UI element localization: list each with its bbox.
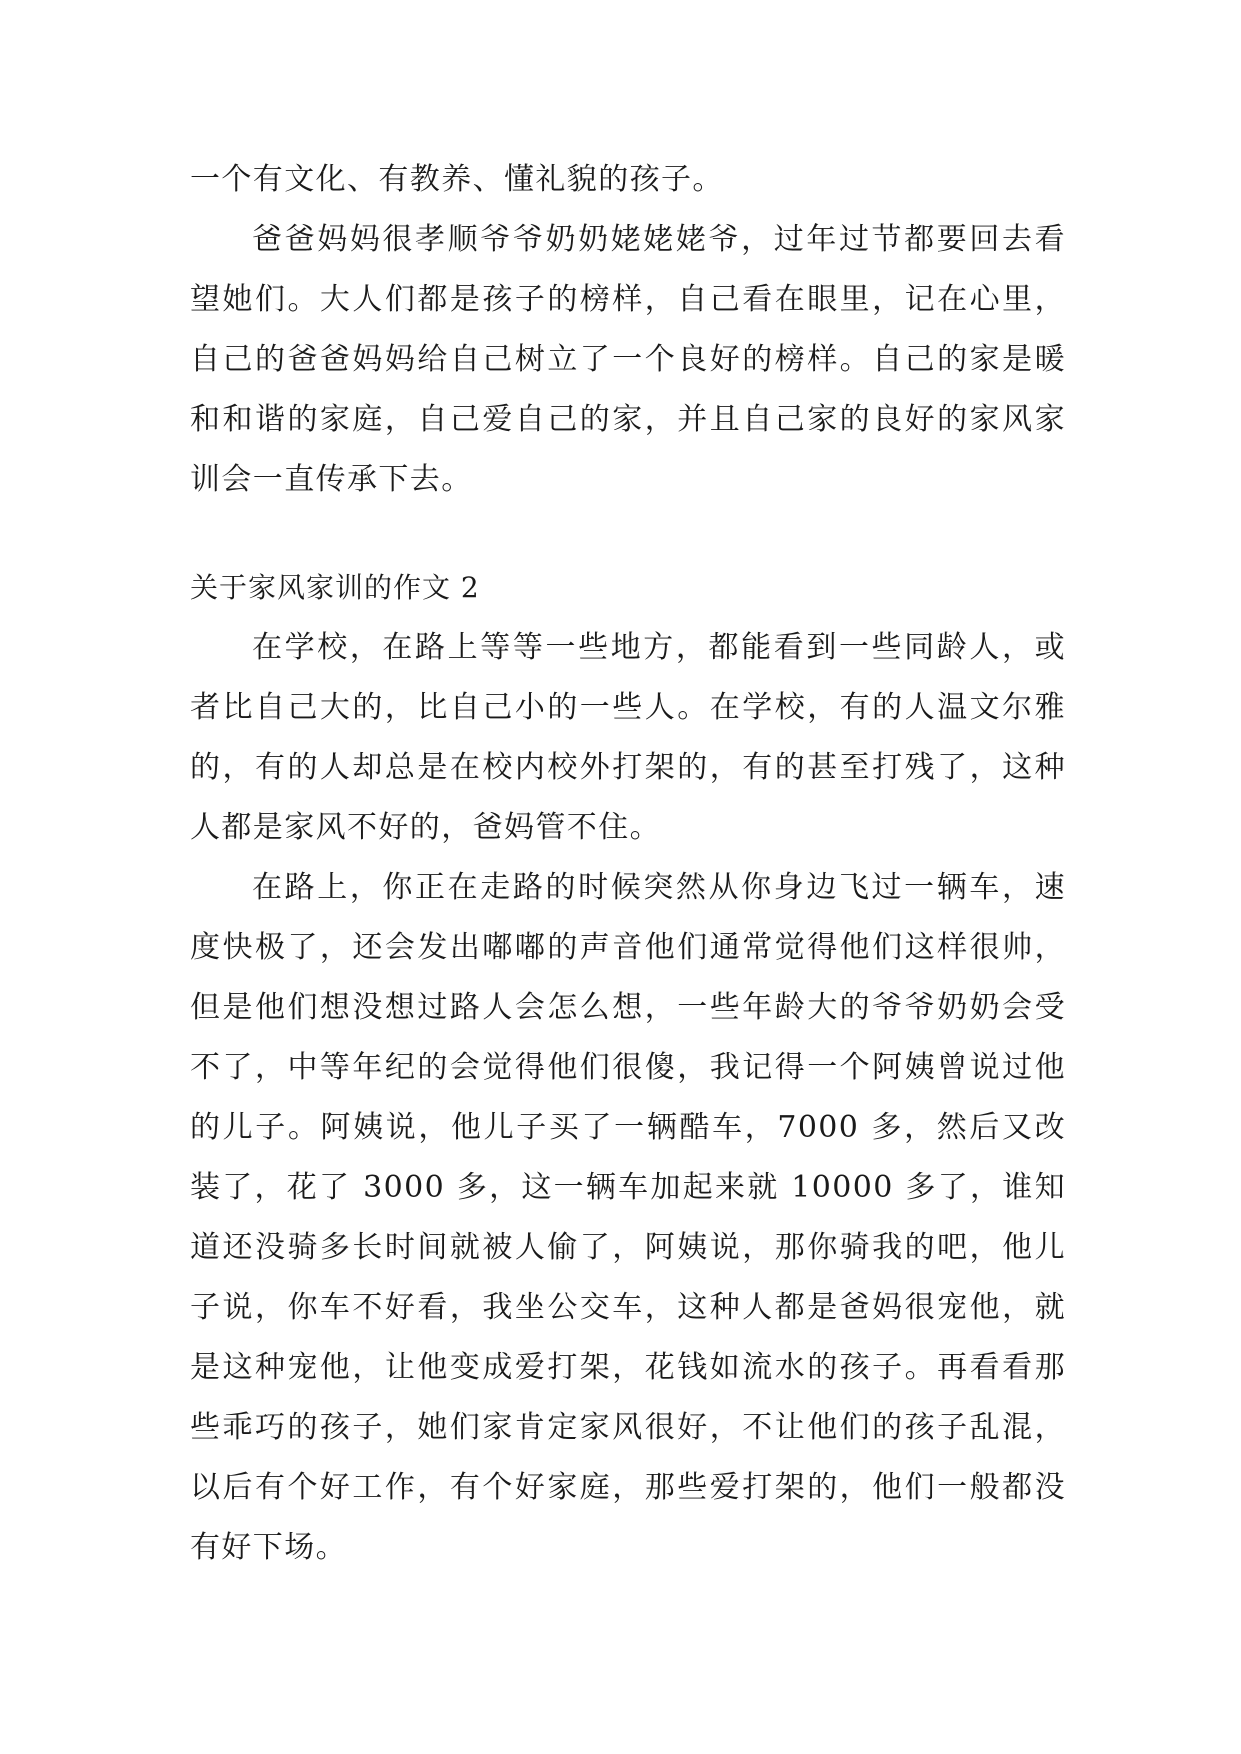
section-gap <box>190 510 1066 558</box>
section-title: 关于家风家训的作文 2 <box>190 571 480 604</box>
paragraph-family-respect: 爸爸妈妈很孝顺爷爷奶奶姥姥姥爷，过年过节都要回去看望她们。大人们都是孩子的榜样，自己看在眼里，记在心里，自己的爸爸妈妈给自己树立了一个良好的榜样。自己的家是暖和和谐的家庭，自己爱自己的家，并且自己家的良好的家风家训会一直传承下去。 <box>190 222 1066 497</box>
paragraph-road: 在路上，你正在走路的时候突然从你身边飞过一辆车，速度快极了，还会发出嘟嘟的声音他们通常觉得他们这样很帅，但是他们想没想过路人会怎么想，一些年龄大的爷爷奶奶会受不了，中等年纪的会觉得他们很傻，我记得一个阿姨曾说过他的儿子。阿姨说，他儿子买了一辆酷车，7000 多，然后又改装了，花了 3000 多，这一辆车加起来就 10000 多了，谁知道还没骑多长时间就被人偷了，阿姨说，那你骑我的吧，他儿子说，你车不好看，我坐公交车，这种人都是爸妈很宠他，就是这种宠他，让他变成爱打架，花钱如流水的孩子。再看看那些乖巧的孩子，她们家肯定家风很好，不让他们的孩子乱混，以后有个好工作，有个好家庭，那些爱打架的，他们一般都没有好下场。 <box>190 870 1066 1565</box>
document-page <box>190 150 1066 1578</box>
paragraph-continued: 一个有文化、有教养、懂礼貌的孩子。 <box>190 162 724 197</box>
paragraph-school: 在学校，在路上等等一些地方，都能看到一些同龄人，或者比自己大的，比自己小的一些人。在学校，有的人温文尔雅的，有的人却总是在校内校外打架的，有的甚至打残了，这种人都是家风不好的，爸妈管不住。 <box>190 630 1066 845</box>
